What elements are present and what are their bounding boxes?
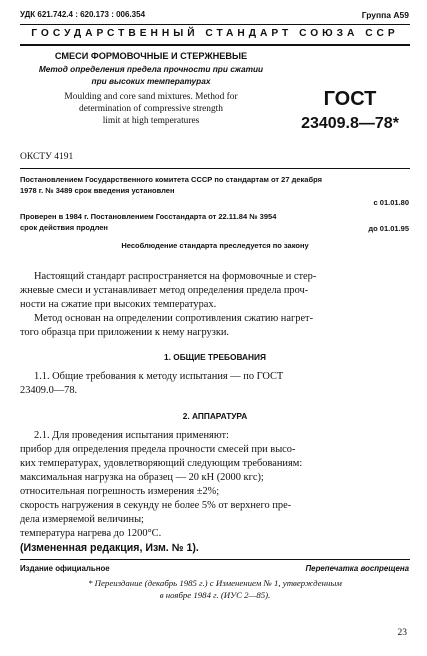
okstu-code: ОКСТУ 4191 [20, 152, 74, 162]
section-2-line-7: дела измеряемой величины; [20, 514, 144, 525]
intro-p1-line-2: жневые смеси и устанавливает метод определения предела проч- [20, 285, 309, 296]
group-code: Группа А59 [361, 10, 409, 20]
title-en-line-3: limit at high temperatures [102, 116, 200, 126]
gost-label: ГОСТ [323, 88, 377, 110]
header-bottom-rule [20, 44, 410, 46]
approval-line-1: Постановлением Государственного комитета СССР по стандартам от 27 декабря [20, 175, 322, 184]
reissue-note-line-2: в ноябре 1984 г. (ИУС 2—85). [159, 590, 271, 600]
effective-date-to: до 01.01.95 [368, 224, 409, 233]
check-line-2: срок действия продлен [20, 223, 108, 232]
section-2-line-5: относительная погрешность измерения ±2%; [20, 486, 220, 497]
title-ru-sub-line-1: Метод определения предела прочности при сжатии [38, 64, 264, 74]
footer-rule [20, 559, 410, 560]
violation-notice: Несоблюдение стандарта преследуется по закону [121, 241, 309, 250]
section-2-line-3: ких температурах, удовлетворяющий следующим требованиям: [20, 458, 303, 469]
intro-p1-line-1: Настоящий стандарт распространяется на формовочные и стер- [34, 271, 317, 282]
section-2-line-2: прибор для определения предела прочности смесей при высо- [20, 444, 296, 455]
section-2-line-6: скорость нагружения в секунду не более 5% от верхнего пре- [20, 500, 292, 511]
check-line-1: Проверен в 1984 г. Постановлением Госстандарта от 22.11.84 № 3954 [20, 212, 277, 221]
intro-p2-line-1: Метод основан на определении сопротивления сжатию нагрет- [34, 313, 314, 324]
reissue-note-line-1: * Переиздание (декабрь 1985 г.) с Изменением № 1, утвержденным [88, 578, 342, 588]
title-en-line-2: determination of compressive strength [79, 104, 223, 114]
title-ru-main: СМЕСИ ФОРМОВОЧНЫЕ И СТЕРЖНЕВЫЕ [54, 51, 248, 61]
approval-line-2: 1978 г. № 3489 срок введения установлен [20, 186, 175, 195]
title-en-line-1: Moulding and core sand mixtures. Method for [64, 92, 238, 102]
gost-number: 23409.8—78* [301, 115, 399, 132]
section-2-line-1: 2.1. Для проведения испытания применяют: [34, 430, 229, 441]
section-1-line-2: 23409.0—78. [20, 385, 78, 396]
official-edition: Издание официальное [20, 564, 110, 573]
section-1-heading: 1. ОБЩИЕ ТРЕБОВАНИЯ [164, 352, 266, 362]
udk-code: УДК 621.742.4 : 620.173 : 006.354 [20, 10, 146, 19]
reprint-prohibited: Перепечатка воспрещена [305, 564, 409, 573]
effective-date-from: с 01.01.80 [373, 198, 409, 207]
state-standard-banner: ГОСУДАРСТВЕННЫЙ СТАНДАРТ СОЮЗА ССР [31, 28, 399, 39]
section-2-line-4: максимальная нагрузка на образец — 20 кН (2000 кгс); [20, 472, 264, 483]
section-2-heading: 2. АППАРАТУРА [182, 411, 248, 421]
title-ru-sub-line-2: при высоких температурах [91, 76, 211, 86]
okstu-rule [20, 168, 410, 169]
intro-p1-line-3: ности на сжатие при высоких температурах. [20, 299, 217, 310]
section-2-edition-note: (Измененная редакция, Изм. № 1). [20, 542, 199, 554]
header-top-rule [20, 24, 410, 25]
intro-p2-line-2: того образца при приложении к нему нагрузки. [20, 327, 230, 338]
section-1-line-1: 1.1. Общие требования к методу испытания — по ГОСТ [34, 371, 284, 382]
section-2-line-8: температура нагрева до 1200°С. [20, 528, 162, 539]
page-number: 23 [397, 628, 407, 638]
